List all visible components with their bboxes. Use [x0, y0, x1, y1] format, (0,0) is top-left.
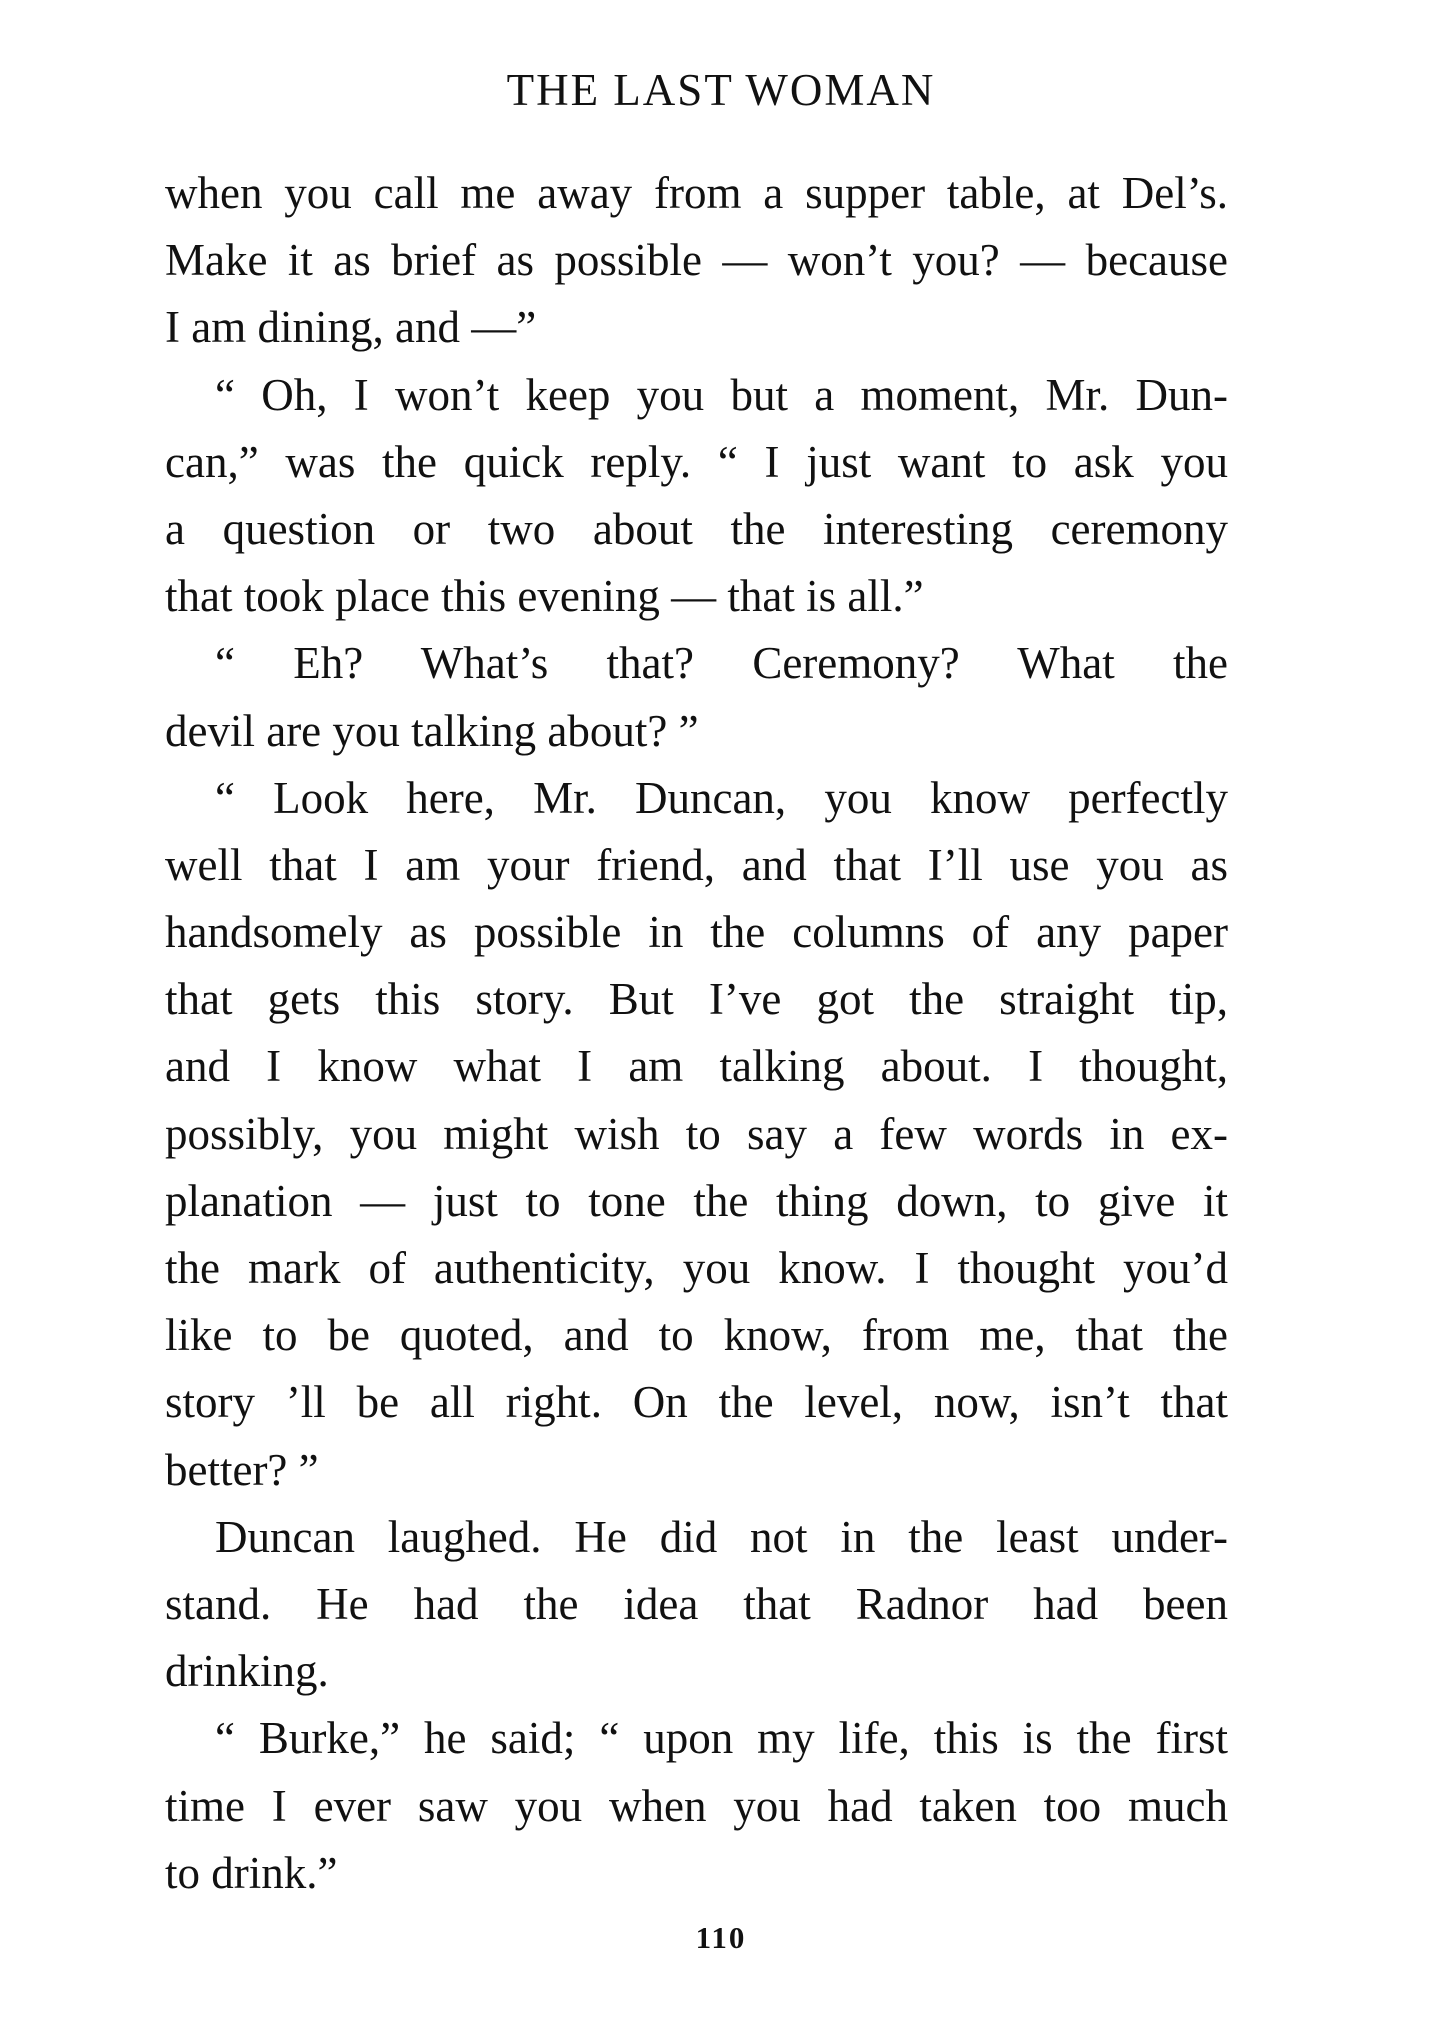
text-line: possibly, you might wish to say a few words in ex- — [165, 1108, 1228, 1159]
text-line: and I know what I am talking about. I thought, — [165, 1041, 1228, 1092]
text-line: like to be quoted, and to know, from me, that the — [165, 1310, 1228, 1361]
text-line: time I ever saw you when you had taken too much — [165, 1780, 1228, 1831]
running-head: THE LAST WOMAN — [506, 65, 936, 115]
text-line: a question or two about the interesting ceremony — [165, 503, 1228, 554]
text-line: devil are you talking about? ” — [165, 705, 699, 756]
text-line: that took place this evening — that is all.” — [165, 571, 924, 622]
text-line: drinking. — [165, 1646, 329, 1697]
text-line: when you call me away from a supper table, at Del’s. — [165, 168, 1228, 218]
text-line: story ’ll be all right. On the level, now, isn’t that — [165, 1377, 1228, 1428]
text-line: Duncan laughed. He did not in the least under- — [215, 1511, 1228, 1562]
text-line: that gets this story. But I’ve got the straight tip, — [165, 974, 1228, 1025]
text-line: to drink.” — [165, 1847, 338, 1898]
text-line: I am dining, and —” — [165, 302, 537, 353]
text-line: “ Look here, Mr. Duncan, you know perfectly — [215, 772, 1228, 823]
text-line: well that I am your friend, and that I’ll use you as — [165, 839, 1228, 890]
body-text — [165, 160, 1228, 1907]
text-line: better? ” — [165, 1444, 319, 1495]
text-line: handsomely as possible in the columns of any paper — [165, 907, 1228, 958]
text-line: planation — just to tone the thing down, to give it — [165, 1175, 1228, 1226]
text-line: “ Burke,” he said; “ upon my life, this is the first — [215, 1713, 1228, 1764]
text-line: “ Oh, I won’t keep you but a moment, Mr. Dun- — [215, 369, 1228, 420]
text-line: Make it as brief as possible — won’t you? — because — [165, 235, 1228, 286]
text-line: the mark of authenticity, you know. I thought you’d — [165, 1243, 1228, 1293]
text-line: “ Eh? What’s that? Ceremony? What the — [215, 638, 1228, 689]
text-line: stand. He had the idea that Radnor had been — [165, 1578, 1228, 1629]
page-number: 110 — [695, 1920, 747, 1955]
text-line: can,” was the quick reply. “ I just want to ask you — [165, 436, 1228, 487]
